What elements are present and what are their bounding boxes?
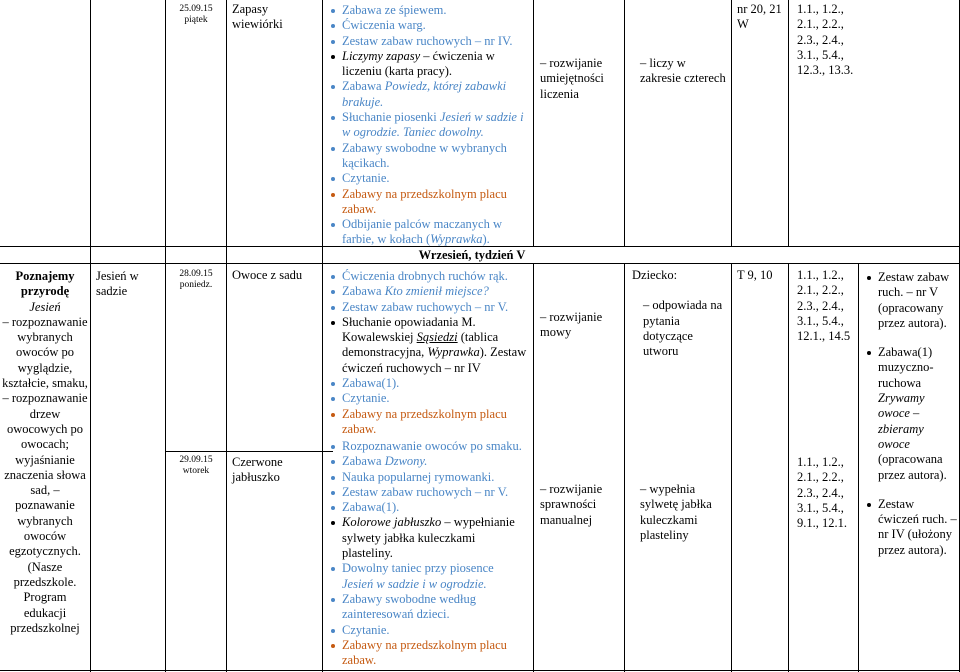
activity-item: Zabawy na przedszkolnym placu zabaw. xyxy=(331,407,527,438)
grid-line xyxy=(533,263,534,672)
goal-operational xyxy=(632,268,728,359)
date-cell xyxy=(168,455,224,477)
core-ref: nr 20, 21 W xyxy=(737,2,782,32)
activity-item: Ćwiczenia warg. xyxy=(331,18,527,33)
activity-item: Zabawa Dzwony. xyxy=(331,454,527,469)
activity-item: Odbijanie palców maczanych w farbie, w kołach (Wyprawka). xyxy=(331,217,527,248)
goal-general: – rozwijanie mowy xyxy=(540,310,603,340)
activities-list xyxy=(331,3,527,248)
topic-line: Czerwone xyxy=(232,455,283,469)
note-item: Zestaw zabaw ruch. – nr V (opracowany przez autora). xyxy=(867,270,957,331)
week-topic-line: Jesień w xyxy=(96,269,139,283)
theme-subtitle: Jesień xyxy=(29,299,61,314)
week-topic xyxy=(96,269,162,300)
date-cell xyxy=(168,269,224,291)
notes-list xyxy=(867,270,957,558)
week-topic-line: sadzie xyxy=(96,284,128,299)
activity-item: Dowolny taniec przy piosence Jesień w sadzie i w ogrodzie. xyxy=(331,561,527,592)
activities-list xyxy=(331,269,527,437)
activity-item: Kolorowe jabłuszko – wypełnianie sylwety jabłka kuleczkami plasteliny. xyxy=(331,515,527,561)
grid-line xyxy=(226,0,227,672)
weekday: poniedz. xyxy=(179,280,213,290)
activity-item: Czytanie. xyxy=(331,623,527,638)
activity-item: Słuchanie opowiadania M. Kowalewskiej Sąsiedzi (tablica demonstracyjna, Wyprawka). Zestaw ćwiczeń ruchowych – nr IV xyxy=(331,315,527,376)
goal-head: Dziecko: xyxy=(632,268,678,282)
activity-item: Zabawa ze śpiewem. xyxy=(331,3,527,18)
date-cell xyxy=(168,4,224,26)
grid-line xyxy=(624,0,625,246)
activity-item: Ćwiczenia drobnych ruchów rąk. xyxy=(331,269,527,284)
date: 29.09.15 xyxy=(179,455,213,465)
weekday: piątek xyxy=(184,15,208,25)
activity-item: Nauka popularnej rymowanki. xyxy=(331,470,527,485)
topic-line: wiewiórki xyxy=(232,17,283,32)
theme-cell xyxy=(2,269,88,636)
activity-item: Zestaw zabaw ruchowych – nr V. xyxy=(331,300,527,315)
activity-item: Zabawa Kto zmienił miejsce? xyxy=(331,284,527,299)
core-ref: T 9, 10 xyxy=(737,268,773,282)
theme-title: przyrodę xyxy=(20,284,70,299)
grid-line xyxy=(165,451,333,452)
curriculum-ref: 1.1., 1.2., 2.1., 2.2., 2.3., 2.4., 3.1., 5.4., 12.1., 14.5 xyxy=(797,268,851,344)
activity-item: Rozpoznawanie owoców po smaku. xyxy=(331,439,527,454)
topic-cell: Owoce z sadu xyxy=(232,268,303,282)
activity-item: Zabawa Powiedz, której zabawki brakuje. xyxy=(331,79,527,110)
date: 25.09.15 xyxy=(179,4,213,14)
topic-line: Zapasy xyxy=(232,2,269,16)
date: 28.09.15 xyxy=(179,269,213,279)
grid-line xyxy=(322,0,323,672)
grid-line xyxy=(0,670,960,671)
activity-item: Zestaw zabaw ruchowych – nr V. xyxy=(331,485,527,500)
topic-line: jabłuszko xyxy=(232,470,280,485)
grid-line xyxy=(788,0,789,246)
activity-item: Słuchanie piosenki Jesień w sadzie i w ogrodzie. Taniec dowolny. xyxy=(331,110,527,141)
topic-cell xyxy=(232,2,320,33)
activity-item: Liczymy zapasy – ćwiczenia w liczeniu (karta pracy). xyxy=(331,49,527,80)
goal-operational: – liczy w zakresie czterech xyxy=(640,56,726,86)
grid-line xyxy=(624,263,625,672)
curriculum-ref: 1.1., 1.2., 2.1., 2.2., 2.3., 2.4., 3.1., 5.4., 12.3., 13.3. xyxy=(797,2,854,78)
grid-line xyxy=(165,0,166,672)
grid-line xyxy=(731,263,732,672)
activity-item: Zabawa(1). xyxy=(331,376,527,391)
goal-general: – rozwijanie sprawności manualnej xyxy=(540,482,603,527)
curriculum-ref: 1.1., 1.2., 2.1., 2.2., 2.3., 2.4., 3.1., 5.4., 9.1., 12.1. xyxy=(797,455,847,531)
goal-operational: – wypełnia sylwetę jabłka kuleczkami plasteliny xyxy=(640,482,712,542)
grid-line xyxy=(90,0,91,672)
activity-item: Zabawy swobodne w wybranych kącikach. xyxy=(331,141,527,172)
topic-cell xyxy=(232,455,320,486)
grid-line xyxy=(533,0,534,246)
goal-text: – odpowiada na pytania dotyczące utworu xyxy=(643,298,723,359)
grid-line xyxy=(858,263,859,672)
theme-title: Poznajemy xyxy=(15,269,75,283)
grid-line xyxy=(788,263,789,672)
note-item: Zabawa(1) muzyczno-ruchowa Zrywamy owoce – zbieramy owoce (opracowana przez autora). xyxy=(867,345,957,483)
activity-item: Zabawa(1). xyxy=(331,500,527,515)
activities-list xyxy=(331,439,527,668)
weekday: wtorek xyxy=(182,466,210,476)
activity-item: Zestaw zabaw ruchowych – nr IV. xyxy=(331,34,527,49)
activity-item: Zabawy na przedszkolnym placu zabaw. xyxy=(331,638,527,669)
theme-body: – rozpoznawanie wybranych owoców po wyglądzie, kształcie, smaku, – rozpoznawanie drzew owocowych po owocach; wyjaśnianie znaczenia słowa sad, – poznawanie wybranych owoców egzotycznych. (Nasze przedszkole. Program edukacji przedszkolnej xyxy=(2,314,88,635)
week-title: Wrzesień, tydzień V xyxy=(418,248,526,262)
activity-item: Czytanie. xyxy=(331,391,527,406)
grid-line xyxy=(731,0,732,246)
activity-item: Zabawy na przedszkolnym placu zabaw. xyxy=(331,187,527,218)
activity-item: Czytanie. xyxy=(331,171,527,186)
note-item: Zestaw ćwiczeń ruch. – nr IV (ułożony przez autora). xyxy=(867,497,957,558)
goal-general: – rozwijanie umiejętności liczenia xyxy=(540,56,604,101)
activity-item: Zabawy swobodne według zainteresowań dzieci. xyxy=(331,592,527,623)
